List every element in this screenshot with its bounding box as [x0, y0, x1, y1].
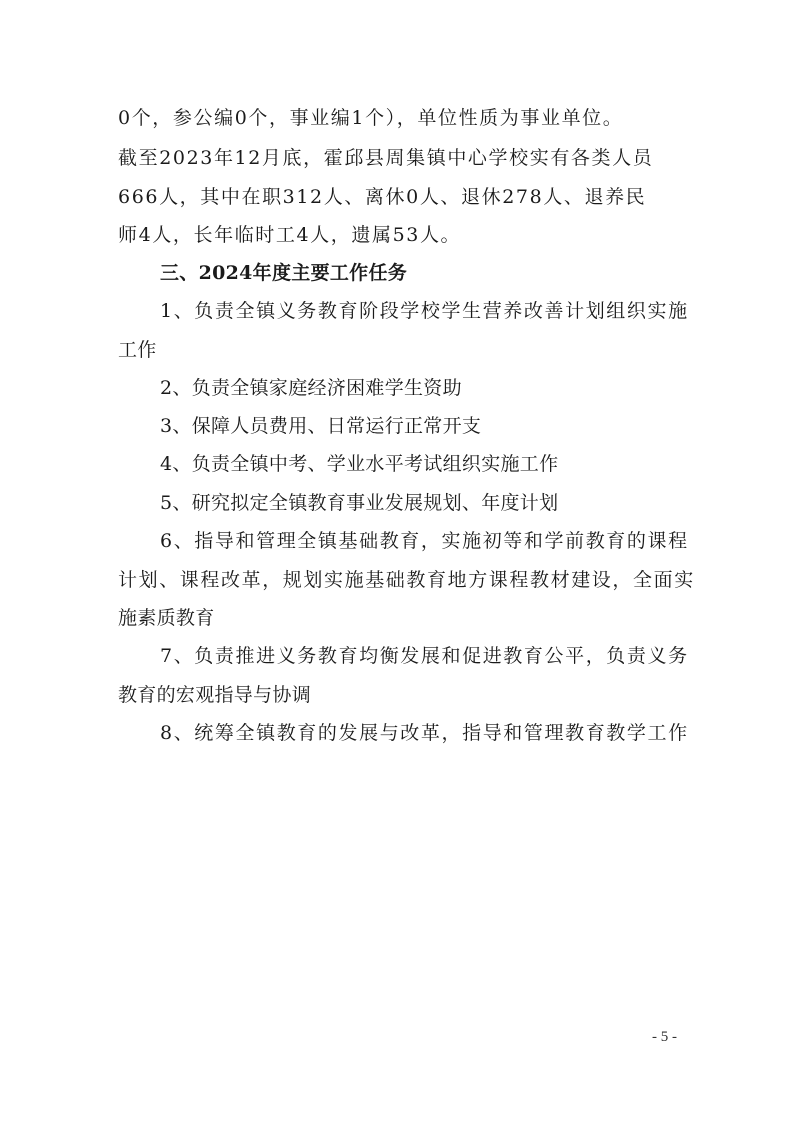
paragraph-line: 师4人，长年临时工4人，遗属53人。 [118, 224, 462, 246]
task-item-5: 5、研究拟定全镇教育事业发展规划、年度计划 [160, 492, 559, 514]
paragraph-line: 666人，其中在职312人、离休0人、退休278人、退养民 [118, 186, 647, 208]
task-item-6-line-1: 6、指导和管理全镇基础教育，实施初等和学前教育的课程 [160, 530, 689, 552]
task-item-2: 2、负责全镇家庭经济困难学生资助 [160, 377, 462, 399]
paragraph-line: 截至2023年12月底，霍邱县周集镇中心学校实有各类人员 [118, 147, 654, 169]
task-item-4: 4、负责全镇中考、学业水平考试组织实施工作 [160, 453, 559, 475]
task-item-6-line-3: 施素质教育 [118, 607, 215, 629]
task-item-7-line-2: 教育的宏观指导与协调 [118, 684, 312, 706]
task-item-3: 3、保障人员费用、日常运行正常开支 [160, 415, 482, 437]
task-item-8: 8、统筹全镇教育的发展与改革，指导和管理教育教学工作 [160, 722, 689, 744]
page-number: - 5 - [652, 1029, 677, 1045]
paragraph-line: 0个，参公编0个，事业编1个），单位性质为事业单位。 [118, 107, 624, 129]
task-item-7-line-1: 7、负责推进义务教育均衡发展和促进教育公平，负责义务 [160, 645, 689, 667]
section-heading: 三、2024年度主要工作任务 [160, 262, 408, 284]
task-item-1-line-1: 1、负责全镇义务教育阶段学校学生营养改善计划组织实施 [160, 300, 689, 322]
task-item-6-line-2: 计划、课程改革，规划实施基础教育地方课程教材建设，全面实 [118, 569, 695, 591]
task-item-1-line-2: 工作 [118, 339, 157, 361]
